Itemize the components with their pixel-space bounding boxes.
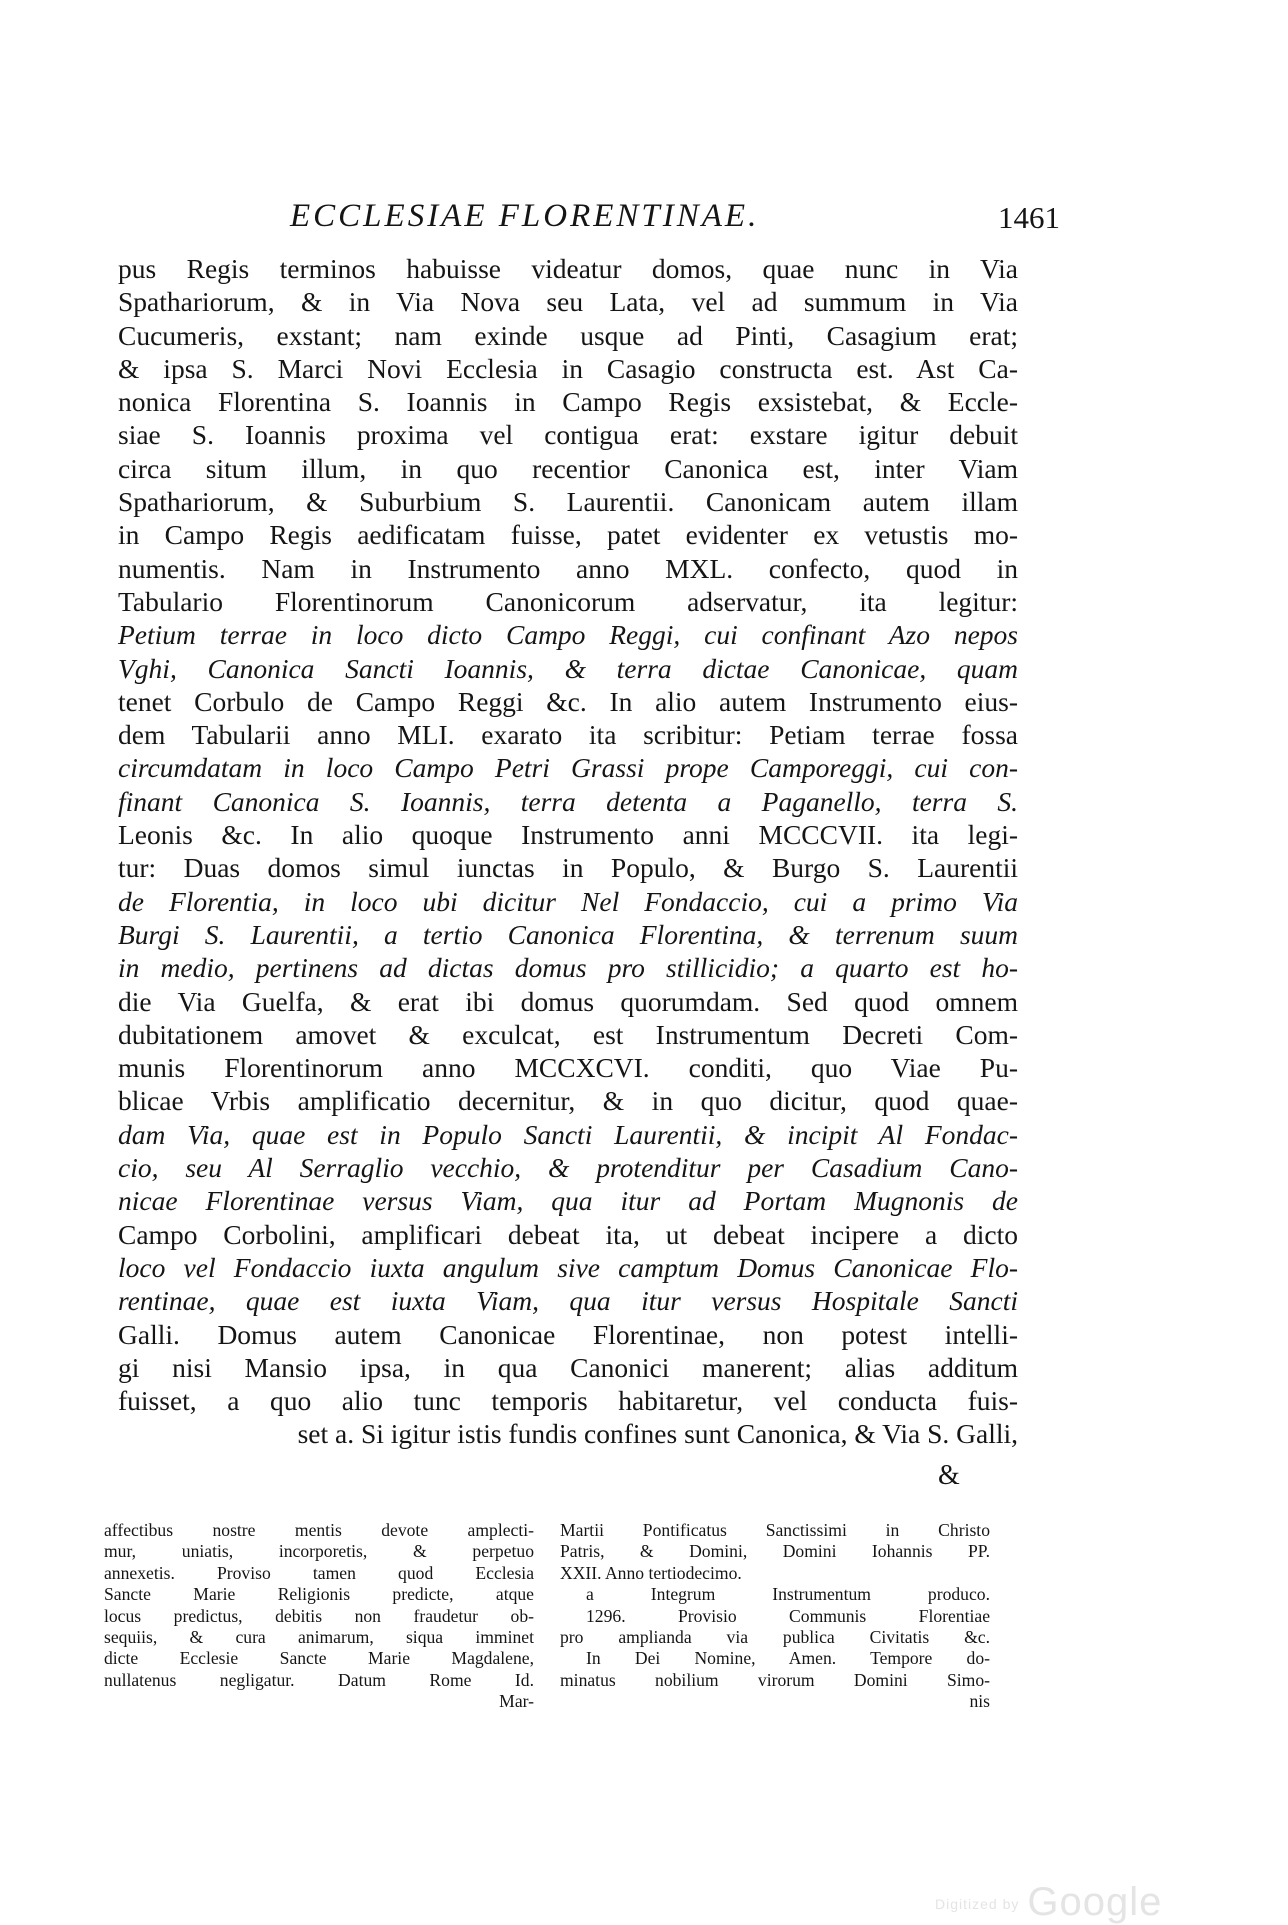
text-line: in Campo Regis aedificatam fuisse, patet evidenter ex vetustis mo- xyxy=(118,519,1018,551)
text-line: fuisset, a quo alio tunc temporis habitaretur, vel conducta fuis- xyxy=(118,1385,1018,1417)
text-line: Tabulario Florentinorum Canonicorum adservatur, ita legitur: xyxy=(118,585,1018,617)
text-line: gi nisi Mansio ipsa, in qua Canonici manerent; alias additum xyxy=(118,1351,1018,1383)
text-line: Cucumeris, exstant; nam exinde usque ad Pinti, Casagium erat; xyxy=(118,319,1018,351)
text-line: dam Via, quae est in Populo Sancti Laurentii, & incipit Al Fondac- xyxy=(118,1118,1018,1150)
footnote-line: XXII. Anno tertiodecimo. xyxy=(560,1562,742,1583)
footnote-line: 1296. Provisio Communis Florentiae xyxy=(586,1605,990,1626)
footnote-line: pro amplianda via publica Civitatis &c. xyxy=(560,1626,990,1647)
text-line: dubitationem amovet & exculcat, est Instrumentum Decreti Com- xyxy=(118,1018,1018,1050)
text-line: finant Canonica S. Ioannis, terra detenta a Paganello, terra S. xyxy=(118,785,1018,817)
text-line: dem Tabularii anno MLI. exarato ita scribitur: Petiam terrae fossa xyxy=(118,719,1018,751)
footnote-line: affectibus nostre mentis devote amplecti- xyxy=(104,1520,534,1540)
text-line: nicae Florentinae versus Viam, qua itur ad Portam Mugnonis de xyxy=(118,1185,1018,1217)
text-line: tenet Corbulo de Campo Reggi &c. In alio autem Instrumento eius- xyxy=(118,685,1018,717)
watermark-prefix: Digitized by xyxy=(935,1896,1020,1913)
footnote-line: dicte Ecclesie Sancte Marie Magdalene, xyxy=(104,1648,534,1669)
text-line: Campo Corbolini, amplificari debeat ita, ut debeat incipere a dicto xyxy=(118,1218,1018,1250)
footnote-line: mur, uniatis, incorporetis, & perpetuo xyxy=(104,1541,534,1562)
text-line: tur: Duas domos simul iunctas in Populo, & Burgo S. Laurentii xyxy=(118,852,1018,884)
running-head xyxy=(290,198,1060,238)
text-line: de Florentia, in loco ubi dicitur Nel Fondaccio, cui a primo Via xyxy=(118,885,1018,917)
text-line: rentinae, quae est iuxta Viam, qua itur versus Hospitale Sancti xyxy=(118,1285,1018,1317)
text-line: & ipsa S. Marci Novi Ecclesia in Casagio constructa est. Ast Ca- xyxy=(118,352,1018,384)
text-line: Spathariorum, & Suburbium S. Laurentii. Canonicam autem illam xyxy=(118,486,1018,518)
footnote-line: In Dei Nomine, Amen. Tempore do- xyxy=(586,1648,990,1669)
running-title: ECCLESIAE FLORENTINAE. xyxy=(290,198,760,234)
footnote-line: minatus nobilium virorum Domini Simo- xyxy=(560,1669,990,1690)
footnote-catchword: Mar- xyxy=(499,1691,534,1712)
text-line: siae S. Ioannis proxima vel contigua erat: exstare igitur debuit xyxy=(118,419,1018,451)
footnote-line: Martii Pontificatus Sanctissimi in Christo xyxy=(560,1520,990,1540)
footnote-column-right xyxy=(560,1520,990,1713)
text-line: Leonis &c. In alio quoque Instrumento anni MCCCVII. ita legi- xyxy=(118,819,1018,851)
text-line: numentis. Nam in Instrumento anno MXL. confecto, quod in xyxy=(118,552,1018,584)
page-number: 1461 xyxy=(998,200,1060,235)
google-logo: Google xyxy=(1027,1880,1163,1924)
text-line: nonica Florentina S. Ioannis in Campo Regis exsistebat, & Eccle- xyxy=(118,386,1018,418)
footnote-line: a Integrum Instrumentum produco. xyxy=(586,1584,990,1605)
text-line: cio, seu Al Serraglio vecchio, & protenditur per Casadium Cano- xyxy=(118,1152,1018,1184)
catchword: & xyxy=(938,1460,960,1491)
footnote-line: Sancte Marie Religionis predicte, atque xyxy=(104,1584,534,1605)
text-line: loco vel Fondaccio iuxta angulum sive camptum Domus Canonicae Flo- xyxy=(118,1251,1018,1283)
text-line: munis Florentinorum anno MCCXCVI. conditi, quo Viae Pu- xyxy=(118,1052,1018,1084)
text-line: Vghi, Canonica Sancti Ioannis, & terra dictae Canonicae, quam xyxy=(118,652,1018,684)
digitized-watermark xyxy=(935,1880,1162,1925)
footnote-column-left xyxy=(104,1520,534,1713)
text-line: circumdatam in loco Campo Petri Grassi prope Camporeggi, cui con- xyxy=(118,752,1018,784)
text-line: Galli. Domus autem Canonicae Florentinae, non potest intelli- xyxy=(118,1318,1018,1350)
text-line: die Via Guelfa, & erat ibi domus quorumdam. Sed quod omnem xyxy=(118,985,1018,1017)
text-line: in medio, pertinens ad dictas domus pro stillicidio; a quarto est ho- xyxy=(118,952,1018,984)
footnotes xyxy=(104,1520,1008,1750)
footnote-catchword: nis xyxy=(969,1691,990,1712)
text-line: blicae Vrbis amplificatio decernitur, & in quo dicitur, quod quae- xyxy=(118,1085,1018,1117)
text-line: set a. Si igitur istis fundis confines sunt Canonica, & Via S. Galli, xyxy=(297,1418,1018,1450)
main-text-block xyxy=(118,252,1018,1451)
text-line: Burgi S. Laurentii, a tertio Canonica Florentina, & terrenum suum xyxy=(118,918,1018,950)
footnote-line: Patris, & Domini, Domini Iohannis PP. xyxy=(560,1541,990,1562)
text-line: circa situm illum, in quo recentior Canonica est, inter Viam xyxy=(118,452,1018,484)
footnote-line: sequiis, & cura animarum, siqua imminet xyxy=(104,1626,534,1647)
footnote-line: locus predictus, debitis non fraudetur ob- xyxy=(104,1605,534,1626)
text-line: Petium terrae in loco dicto Campo Reggi, cui confinant Azo nepos xyxy=(118,619,1018,651)
footnote-line: nullatenus negligatur. Datum Rome Id. xyxy=(104,1669,534,1690)
text-line: pus Regis terminos habuisse videatur domos, quae nunc in Via xyxy=(118,253,1018,284)
text-line: Spathariorum, & in Via Nova seu Lata, vel ad summum in Via xyxy=(118,286,1018,318)
footnote-line: annexetis. Proviso tamen quod Ecclesia xyxy=(104,1562,534,1583)
